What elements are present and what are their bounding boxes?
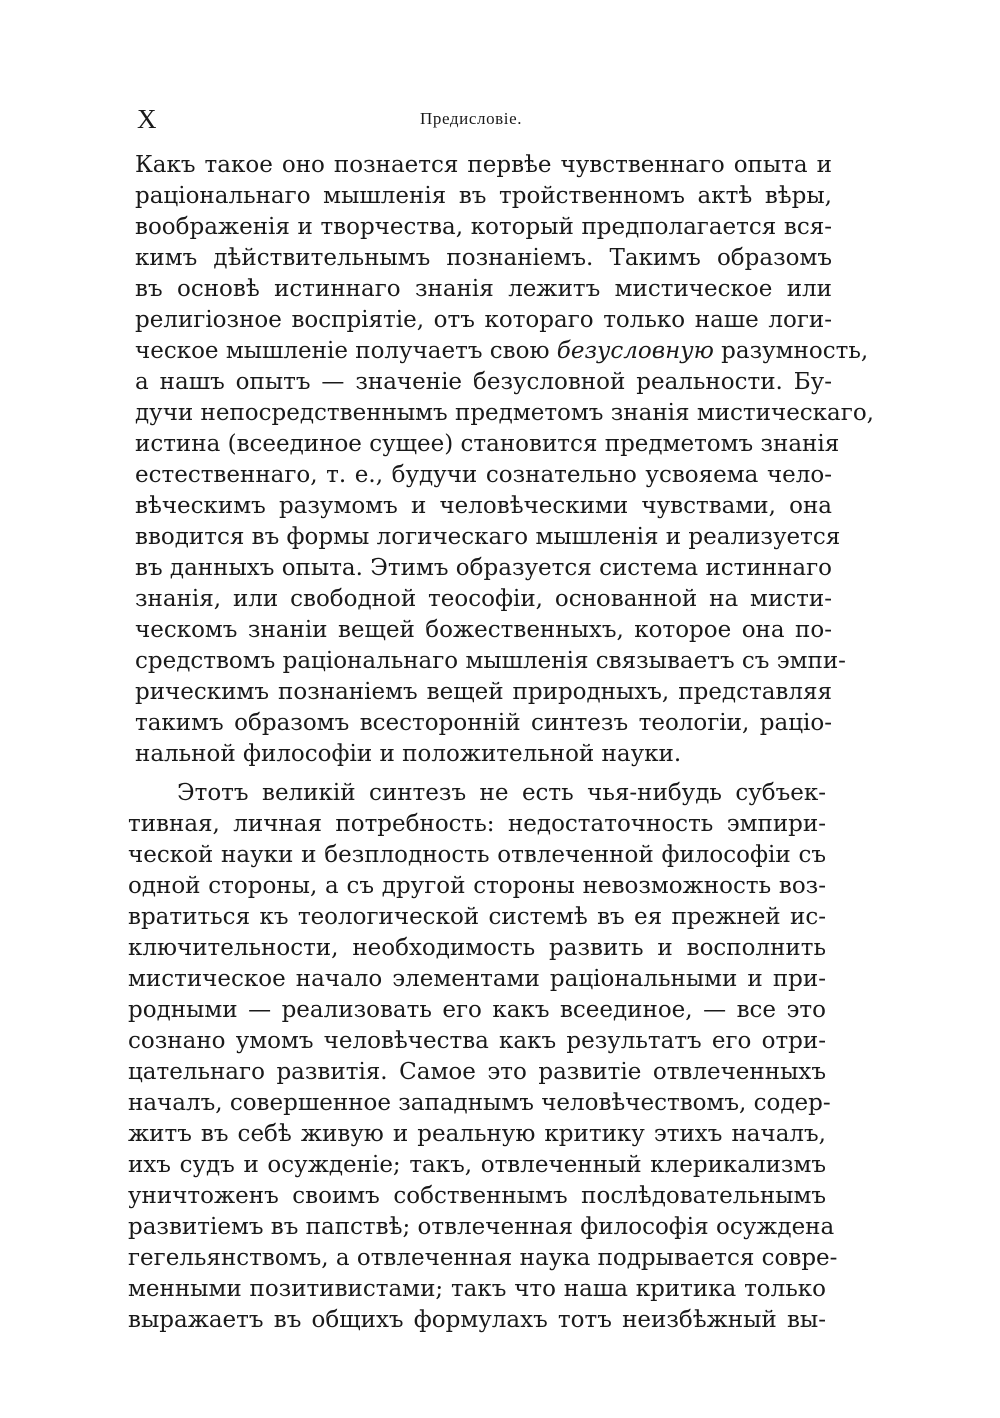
italic-word: безусловную bbox=[556, 338, 714, 364]
text-line: ческой науки и безплодность отвлеченной философіи съ bbox=[128, 842, 826, 868]
text-line: родными — реализовать его какъ всеединое, — все это bbox=[128, 997, 826, 1023]
text-line: Какъ такое оно познается первѣе чувственнаго опыта и bbox=[135, 152, 832, 178]
text-segment: ческое мышленіе получаетъ свою bbox=[135, 338, 550, 364]
text-line: цательнаго развитія. Самое это развитіе отвлеченныхъ bbox=[128, 1059, 826, 1085]
page-number: X bbox=[137, 104, 158, 134]
text-line: выражаетъ въ общихъ формулахъ тотъ неизбѣжный вы- bbox=[128, 1307, 826, 1333]
text-line: житъ въ себѣ живую и реальную критику этихъ началъ, bbox=[128, 1121, 826, 1147]
text-line: развитіемъ въ папствѣ; отвлеченная философія осуждена bbox=[128, 1214, 835, 1240]
text-line: воображенія и творчества, который предполагается вся- bbox=[135, 214, 832, 240]
text-line: религіозное воспріятіе, отъ котораго только наше логи- bbox=[135, 307, 832, 333]
paragraph bbox=[120, 150, 874, 770]
text-line: вводится въ формы логическаго мышленія и реализуется bbox=[135, 524, 841, 550]
text-segment: разумность, bbox=[721, 338, 869, 364]
text-line: Этотъ великій синтезъ не есть чья-нибудь субъек- bbox=[177, 780, 826, 806]
text-line: ческомъ знаніи вещей божественныхъ, которое она по- bbox=[135, 617, 832, 643]
text-line: знанія, или свободной теософіи, основанной на мисти- bbox=[135, 586, 832, 612]
text-line: рическимъ познаніемъ вещей природныхъ, представляя bbox=[135, 679, 832, 705]
text-line: началъ, совершенное западнымъ человѣчествомъ, содер- bbox=[128, 1090, 831, 1116]
body-text bbox=[120, 150, 874, 1336]
text-line: ключительности, необходимость развить и восполнить bbox=[128, 935, 826, 961]
text-line: кимъ дѣйствительнымъ познаніемъ. Такимъ образомъ bbox=[135, 245, 832, 271]
text-line: гегельянствомъ, а отвлеченная наука подрывается совре- bbox=[128, 1245, 838, 1271]
text-line: такимъ образомъ всесторонній синтезъ теологіи, раціо- bbox=[135, 710, 832, 736]
text-line: мистическое начало элементами раціональными и при- bbox=[128, 966, 826, 992]
text-line: естественнаго, т. е., будучи сознательно усвояема чело- bbox=[135, 462, 832, 488]
text-line: нальной философіи и положительной науки. bbox=[135, 741, 682, 767]
text-line: менными позитивистами; такъ что наша критика только bbox=[128, 1276, 826, 1302]
text-line: тивная, личная потребность: недостаточность эмпири- bbox=[128, 811, 826, 837]
paragraph-gap bbox=[120, 770, 840, 778]
text-line: средствомъ раціональнаго мышленія связываетъ съ эмпи- bbox=[135, 648, 846, 674]
text-line bbox=[120, 336, 869, 367]
text-line: раціональнаго мышленія въ тройственномъ актѣ вѣры, bbox=[135, 183, 832, 209]
text-line: вратиться къ теологической системѣ въ ея прежней ис- bbox=[128, 904, 826, 930]
text-line: въ основѣ истиннаго знанія лежитъ мистическое или bbox=[135, 276, 832, 302]
text-line: уничтоженъ своимъ собственнымъ послѣдовательнымъ bbox=[128, 1183, 826, 1209]
text-line: въ данныхъ опыта. Этимъ образуется система истиннаго bbox=[135, 555, 832, 581]
page-header bbox=[135, 100, 835, 140]
text-line: дучи непосредственнымъ предметомъ знанія мистическаго, bbox=[135, 400, 874, 426]
text-line: сознано умомъ человѣчества какъ результатъ его отри- bbox=[128, 1028, 826, 1054]
running-title: Предисловіе. bbox=[420, 109, 523, 128]
text-line: а нашъ опытъ — значеніе безусловной реальности. Бу- bbox=[135, 369, 832, 395]
text-line: одной стороны, а съ другой стороны невозможность воз- bbox=[128, 873, 826, 899]
paragraph bbox=[120, 778, 840, 1336]
text-line: ихъ судъ и осужденіе; такъ, отвлеченный клерикализмъ bbox=[128, 1152, 826, 1178]
text-line: вѣческимъ разумомъ и человѣческими чувствами, она bbox=[135, 493, 832, 519]
text-line: истина (всеединое сущее) становится предметомъ знанія bbox=[135, 431, 840, 457]
